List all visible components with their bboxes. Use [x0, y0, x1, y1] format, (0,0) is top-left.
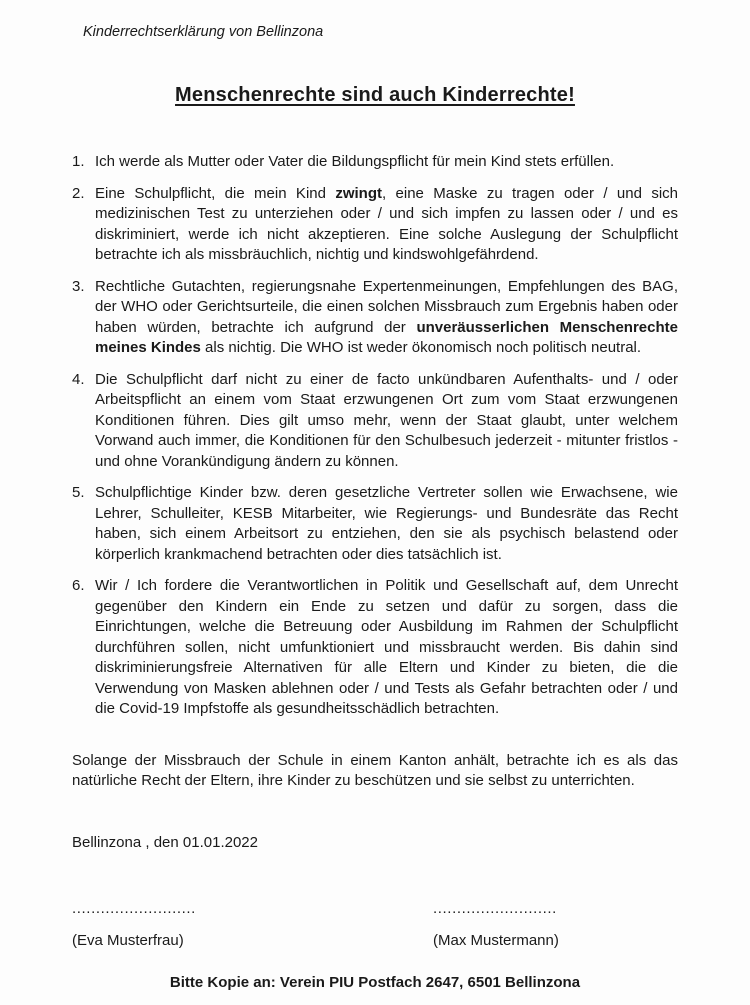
- signature-right: [433, 899, 678, 951]
- page-title: Menschenrechte sind auch Kinderrechte!: [175, 84, 575, 106]
- signature-name: (Max Mustermann): [433, 931, 559, 949]
- list-item: [72, 370, 678, 473]
- list-item-number: 6.: [72, 577, 85, 594]
- list-item-number: 5.: [72, 484, 85, 501]
- signature-name: (Eva Musterfrau): [72, 931, 184, 949]
- list-item-text: Die Schulpflicht darf nicht zu einer de facto unkündbaren Aufenthalts- und / oder Arbeitspflicht an einem vom Staat erzwungenen Ort zum vom Staat erzwungenen Konditionen führen. Dies gilt umso mehr, wenn der Staat glaubt, unter welchem Vorwand auch immer, die Konditionen für den Schulbesuch jederzeit - mitunter fristlos - und ohne Vorankündigung ändern zu können.: [95, 370, 678, 470]
- list-item: [72, 152, 678, 173]
- list-item: [72, 184, 678, 266]
- list-item-text: Rechtliche Gutachten, regierungsnahe Expertenmeinungen, Empfehlungen des BAG, der WHO oder Gerichtsurteile, die einen solchen Missbrauch zum Ergebnis haben oder haben würden, betrachte ich aufgrund der unveräusserlichen Menschenrechte meines Kindes als nichtig. Die WHO ist weder ökonomisch noch politisch neutral.: [95, 277, 678, 356]
- list-item-number: 3.: [72, 277, 85, 295]
- signature-dotted-line: ..........................: [433, 899, 557, 917]
- signature-dotted-line: ..........................: [72, 899, 196, 917]
- list-item-text: Ich werde als Mutter oder Vater die Bildungspflicht für mein Kind stets erfüllen.: [95, 153, 615, 170]
- closing-paragraph: Solange der Missbrauch der Schule in einem Kanton anhält, betrachte ich es als das natürliche Recht der Eltern, ihre Kinder zu beschützen und sie selbst zu unterrichten.: [72, 751, 678, 789]
- list-item-text: Schulpflichtige Kinder bzw. deren gesetzliche Vertreter sollen wie Erwachsene, wie Lehrer, Schulleiter, KESB Mitarbeiter, wie Regierungs- und Bundesräte das Recht haben, sich einem Arbeitsort zu entziehen, den sie als psychisch belastend oder körperlich krankmachend betrachten oder dies tatsächlich ist.: [95, 484, 678, 563]
- signature-left: [72, 899, 433, 951]
- list-item: [72, 277, 678, 359]
- list-item: [72, 483, 678, 565]
- list-item: [72, 576, 678, 720]
- list-item-number: 2.: [72, 184, 85, 202]
- document-subtitle: Kinderrechtserklärung von Bellinzona: [83, 24, 324, 40]
- footer-note: Bitte Kopie an: Verein PIU Postfach 2647, 6501 Bellinzona: [169, 973, 581, 991]
- signature-row: [72, 899, 678, 951]
- list-item-text: Wir / Ich fordere die Verantwortlichen in Politik und Gesellschaft auf, dem Unrecht gegenüber den Kindern ein Ende zu setzen und dafür zu sorgen, dass die Einrichtungen, welche die Betreuung oder Ausbildung im Rahmen der Schulpflicht durchführen sollen, nicht umfunktioniert und missbraucht werden. Bis dahin sind diskriminierungsfreie Alternativen für alle Eltern und Kinder zu bieten, die die Verwendung von Masken ablehnen oder / und Tests als Gefahr betrachten oder / und die Covid-19 Impfstoffe als gesundheitsschädlich betrachten.: [95, 577, 678, 717]
- numbered-list: [72, 152, 678, 720]
- list-item-text: Eine Schulpflicht, die mein Kind zwingt, eine Maske zu tragen oder / und sich medizinischen Test zu unterziehen oder / und sich impfen zu lassen oder / und es diskriminiert, werde ich nicht akzeptieren. Eine solche Auslegung der Schulpflicht betrachte ich als missbräuchlich, nichtig und kindswohlgefährdend.: [95, 184, 678, 263]
- list-item-number: 1.: [72, 153, 85, 170]
- list-item-number: 4.: [72, 370, 85, 388]
- date-line: Bellinzona , den 01.01.2022: [72, 833, 258, 851]
